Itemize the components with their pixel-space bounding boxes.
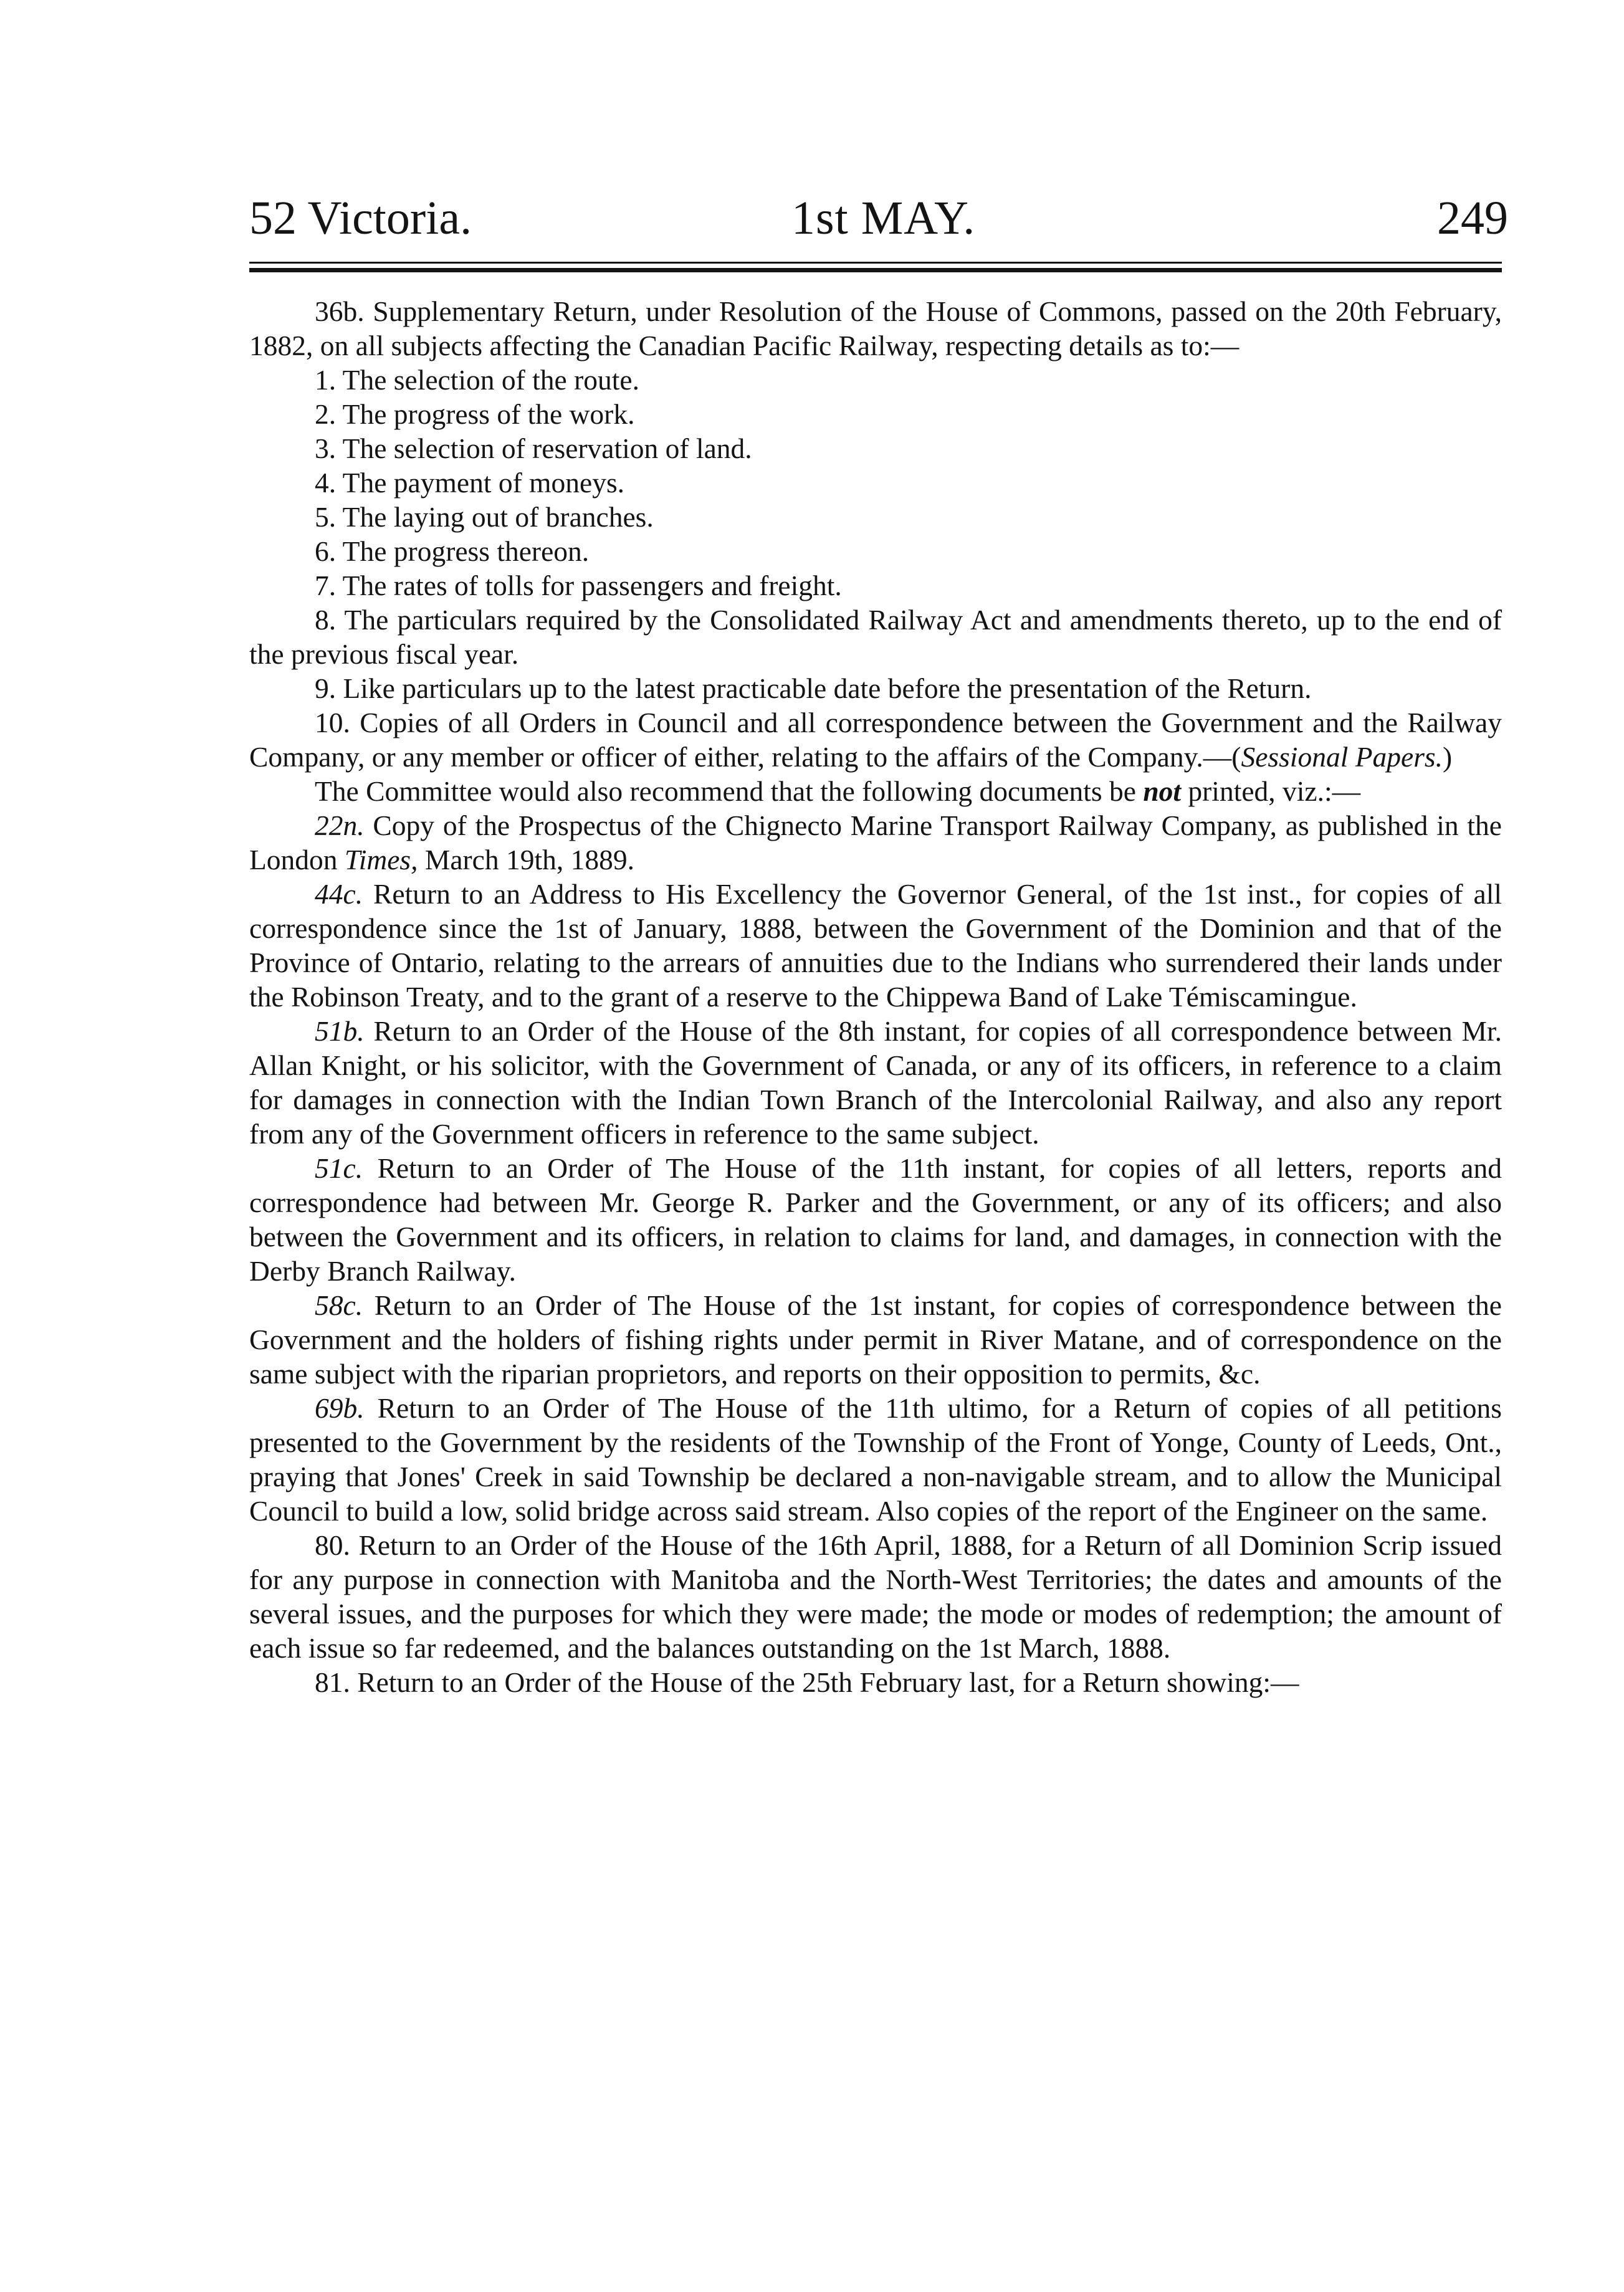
item10-text: 10. Copies of all Orders in Council and all correspondence between the Government and the Railway Company, or any member or officer of either, relating to the affairs of the Company.—(	[249, 707, 1502, 773]
entry-id: 80.	[315, 1529, 350, 1561]
document-entry	[249, 1391, 1502, 1528]
list-item: 5. The laying out of branches.	[315, 501, 654, 533]
document-entry	[249, 1014, 1502, 1151]
document-entry	[249, 1528, 1502, 1665]
committee-recommendation	[249, 774, 1502, 808]
entry-text: Return to an Order of The House of the 1st instant, for copies of correspondence between the Government and the holders of fishing rights under permit in River Matane, and of correspondence on the same subject with the riparian proprietors, and reports on their opposition to permits, &c.	[249, 1289, 1502, 1390]
header-rule-thick	[249, 268, 1502, 272]
header-session: 52 Victoria.	[249, 192, 472, 244]
list-item: 7. The rates of tolls for passengers and freight.	[315, 570, 842, 601]
list-item: 8. The particulars required by the Consolidated Railway Act and amendments thereto, up to the end of the previous fiscal year.	[249, 604, 1502, 670]
page-number: 249	[1437, 192, 1508, 244]
entry-id: 69b.	[315, 1392, 365, 1424]
intro-paragraph: 36b. Supplementary Return, under Resolution of the House of Commons, passed on the 20th February, 1882, on all subjects affecting the Canadian Pacific Railway, respecting details as to:—	[249, 295, 1502, 361]
list-item: 6. The progress thereon.	[315, 535, 590, 567]
committee-rest: printed, viz.:—	[1181, 775, 1361, 807]
list-item: 4. The payment of moneys.	[315, 467, 625, 499]
header-date: 1st MAY.	[791, 192, 976, 244]
document-entry	[249, 877, 1502, 1014]
entry-text: Return to an Order of the House of the 8th instant, for copies of all correspondence between Mr. Allan Knight, or his solicitor, with the Government of Canada, or any of its officers, in reference to a claim for damages in connection with the Indian Town Branch of the Intercolonial Railway, and also any report from any of the Government officers in reference to the same subject.	[249, 1015, 1502, 1150]
entry-italic: Times,	[344, 844, 418, 876]
running-header	[249, 184, 1508, 259]
committee-emphasis: not	[1143, 775, 1182, 807]
entry-id: 81.	[315, 1666, 350, 1698]
committee-text: The Committee would also recommend that the following documents be	[315, 775, 1144, 807]
entry-text: Return to an Order of the House of the 25th February last, for a Return showing:—	[350, 1666, 1299, 1698]
document-entry	[249, 1665, 1502, 1699]
entry-id: 58c.	[315, 1289, 363, 1321]
item10-italic: Sessional Papers.	[1241, 741, 1443, 773]
entry-text: Return to an Order of the House of the 16th April, 1888, for a Return of all Dominion Scrip issued for any purpose in connection with Manitoba and the North-West Territories; the dates and amounts of the several issues, and the purposes for which they were made; the mode or modes of redemption; the amount of each issue so far redeemed, and the balances outstanding on the 1st March, 1888.	[249, 1529, 1502, 1664]
list-item: 2. The progress of the work.	[315, 398, 635, 430]
entry-id: 22n.	[315, 809, 365, 841]
entry-text: Return to an Order of The House of the 11th ultimo, for a Return of copies of all petitions presented to the Government by the residents of the Township of the Front of Yonge, County of Leeds, Ont., praying that Jones' Creek in said Township be declared a non-navigable stream, and to allow the Municipal Council to build a low, solid bridge across said stream. Also copies of the report of the Engineer on the same.	[249, 1392, 1502, 1527]
entry-id: 51b.	[315, 1015, 365, 1047]
list-item: 3. The selection of reservation of land.	[315, 432, 752, 464]
list-item: 9. Like particulars up to the latest practicable date before the presentation of the Return.	[315, 672, 1312, 704]
list-item	[249, 705, 1502, 774]
list-item: 1. The selection of the route.	[315, 364, 639, 396]
entry-text-after: March 19th, 1889.	[418, 844, 635, 876]
entry-id: 51c.	[315, 1152, 363, 1184]
document-entry	[249, 1151, 1502, 1288]
entry-text: Return to an Order of The House of the 11th instant, for copies of all letters, reports and correspondence had between Mr. George R. Parker and the Government, or any of its officers; and also between the Government and its officers, in relation to claims for land, and damages, in connection with the Derby Branch Railway.	[249, 1152, 1502, 1287]
document-body	[249, 294, 1502, 1699]
item10-close: )	[1442, 741, 1453, 773]
entry-id: 44c.	[315, 878, 363, 910]
document-entry	[249, 808, 1502, 877]
document-entry	[249, 1288, 1502, 1391]
entry-text: Copy of the Prospectus of the Chignecto Marine Transport Railway Company, as published in the London	[249, 809, 1502, 876]
entry-text: Return to an Address to His Excellency the Governor General, of the 1st inst., for copies of all correspondence since the 1st of January, 1888, between the Government of the Dominion and that of the Province of Ontario, relating to the arrears of annuities due to the Indians who surrendered their lands under the Robinson Treaty, and to the grant of a reserve to the Chippewa Band of Lake Témiscamingue.	[249, 878, 1502, 1013]
header-rule-thin	[249, 262, 1502, 264]
